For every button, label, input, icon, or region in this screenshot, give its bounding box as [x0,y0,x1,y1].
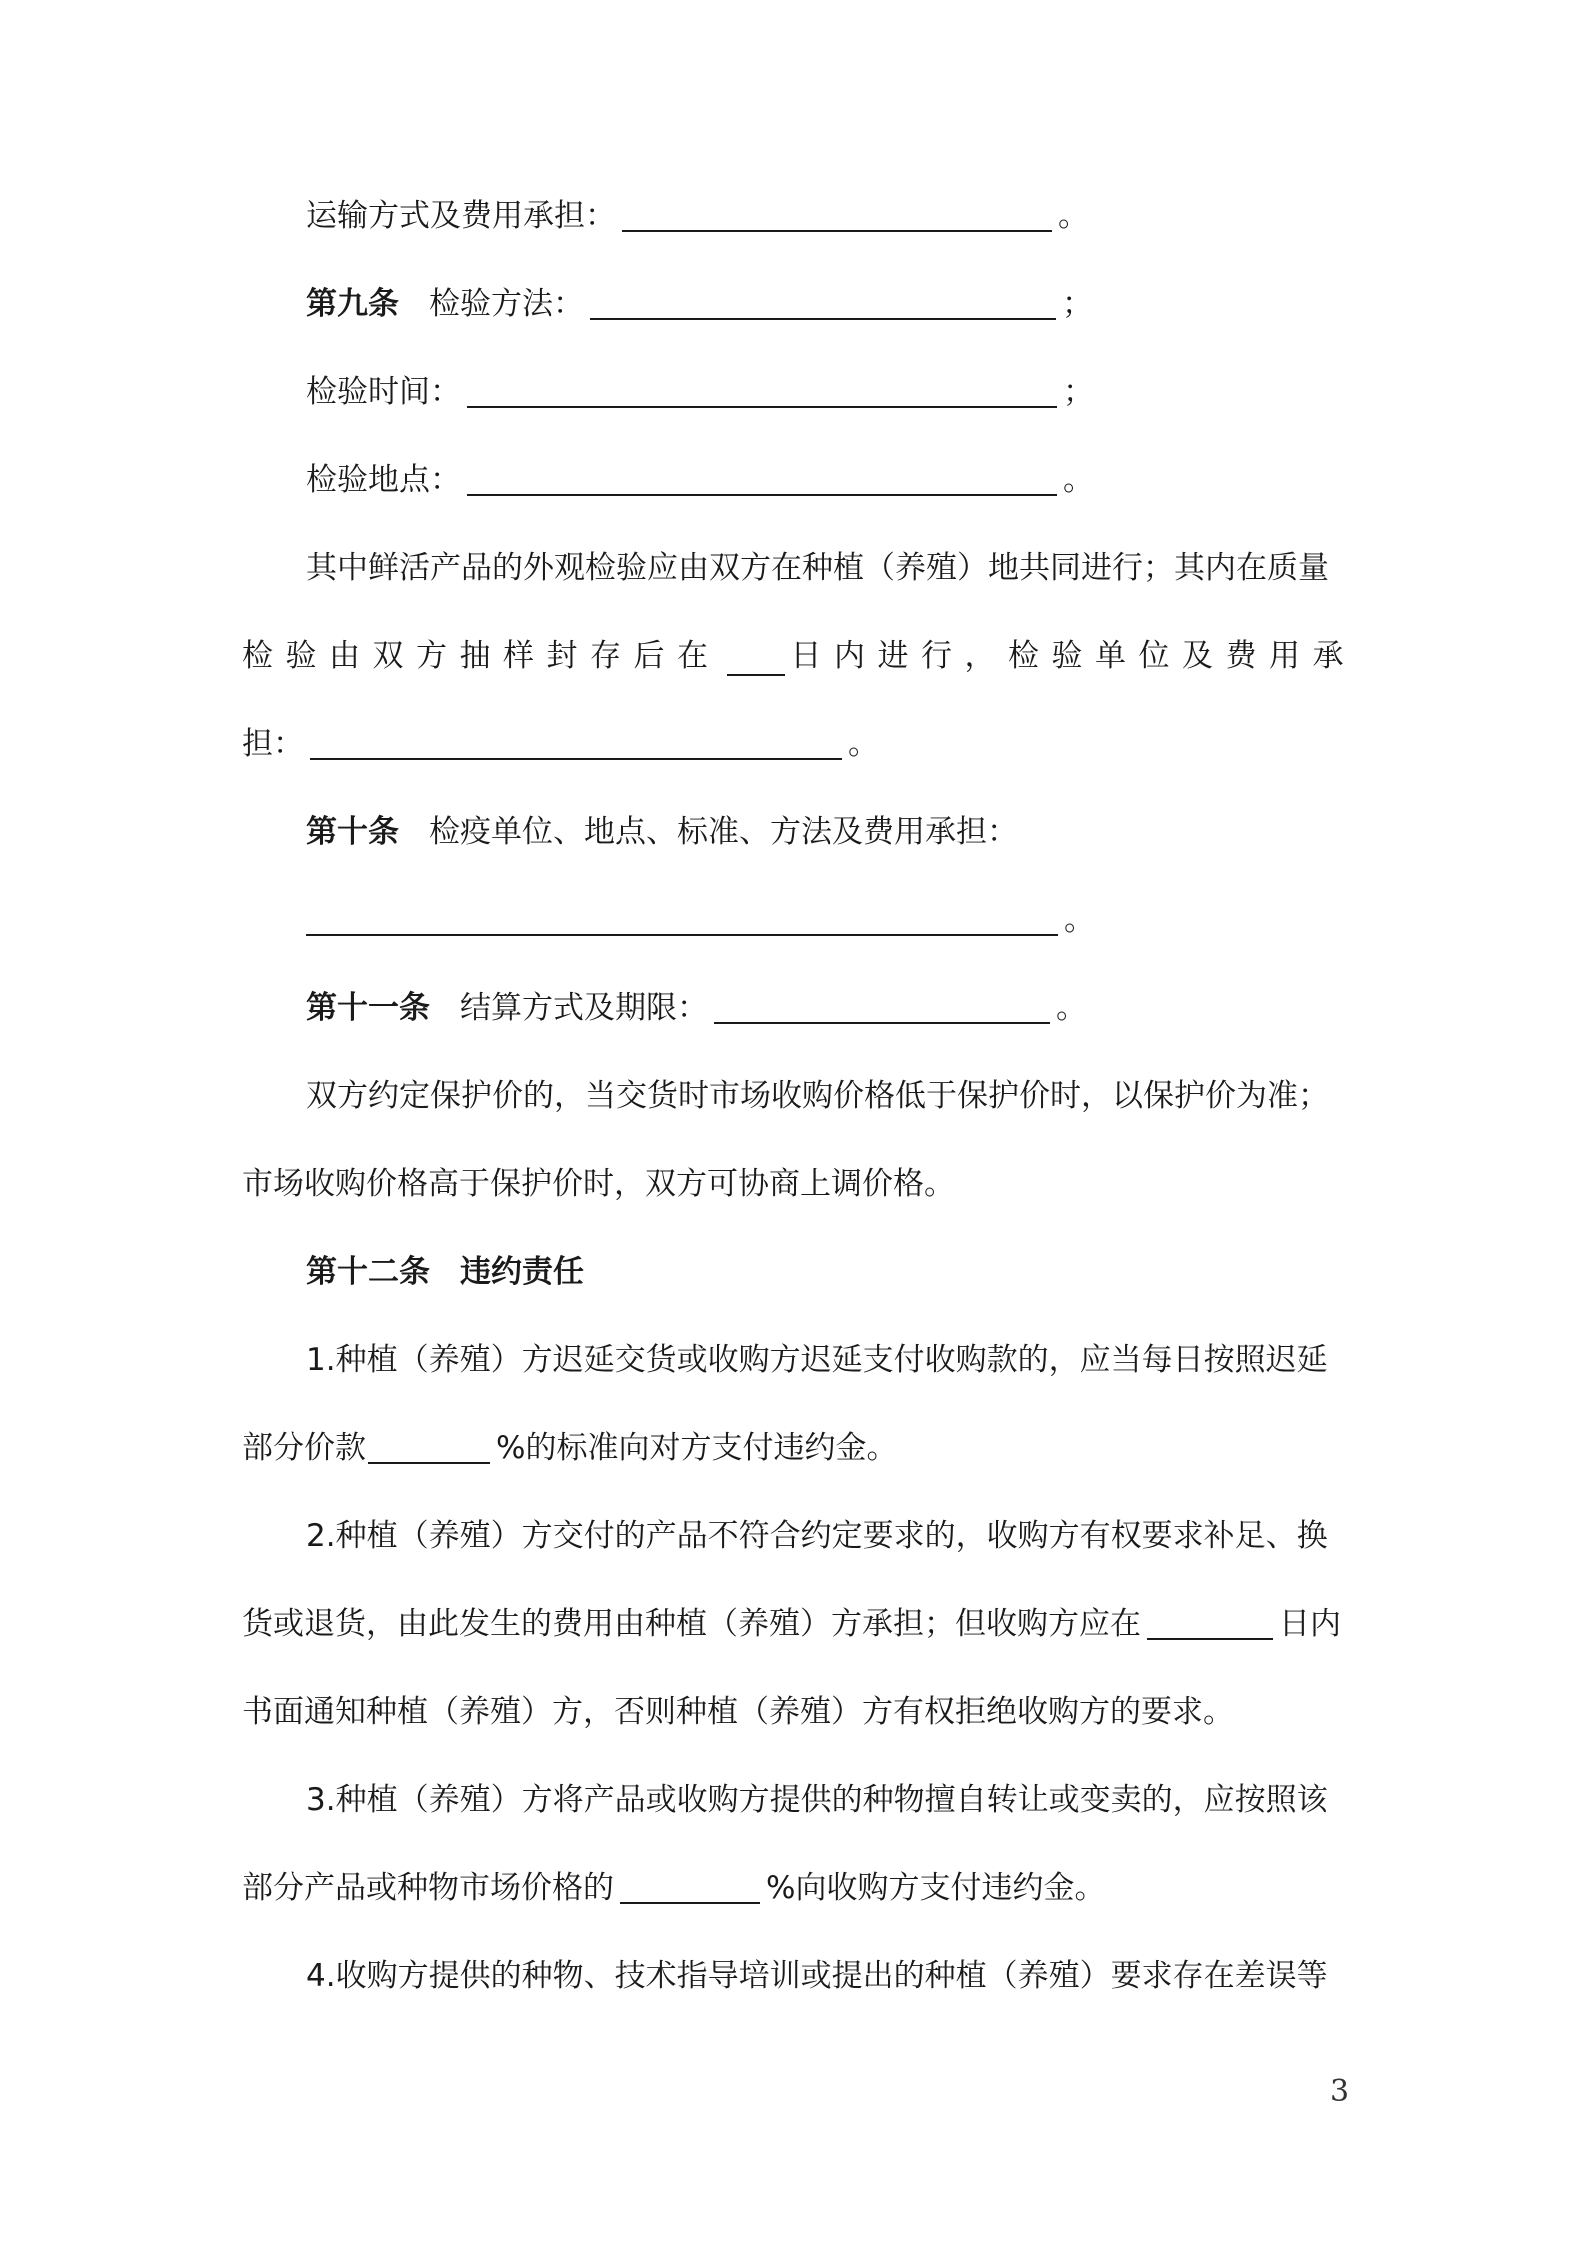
article-11-end: 。 [1056,990,1087,1026]
transport-blank[interactable] [622,196,1052,232]
transport-label: 运输方式及费用承担： [306,198,616,234]
sealed-days-blank[interactable] [727,640,785,676]
item-1-line-1: 1.种植（养殖）方迟延交货或收购方迟延支付收购款的，应当每日按照迟延 [306,1342,1328,1378]
item-3-line-2 [242,1868,1586,1908]
item-1-line2-b: %的标准向对方支付违约金。 [496,1430,898,1466]
protect-price-line-2: 市场收购价格高于保护价时，双方可协商上调价格。 [242,1166,955,1202]
inspection-time-line [306,372,1586,412]
inspection-place-blank[interactable] [467,460,1057,496]
item-2-line2-b: 日内 [1279,1606,1341,1642]
fresh-line3-end: 。 [848,726,879,762]
protect-price-line-1: 双方约定保护价的，当交货时市场收购价格低于保护价时，以保护价为准； [306,1078,1329,1114]
fresh-paragraph-line-3 [242,724,1586,764]
article-10-heading: 第十条 [306,814,399,850]
page-number: 3 [1330,2074,1350,2109]
item-3-line-1: 3.种植（养殖）方将产品或收购方提供的种物擅自转让或变卖的，应按照该 [306,1782,1328,1818]
article-12-heading: 第十二条 [306,1254,430,1290]
item-2-line2-a: 货或退货，由此发生的费用由种植（养殖）方承担；但收购方应在 [242,1606,1141,1642]
settlement-blank[interactable] [714,988,1050,1024]
item-3-line2-a: 部分产品或种物市场价格的 [242,1870,614,1906]
fresh-line2-b: 日内进行，检验单位及费用承 [790,638,1356,674]
item-2-line-1: 2.种植（养殖）方交付的产品不符合约定要求的，收购方有权要求补足、换 [306,1518,1328,1554]
item-3-line2-b: %向收购方支付违约金。 [766,1870,1106,1906]
transport-line [306,196,1586,236]
notice-days-blank[interactable] [1147,1604,1273,1640]
article-9-end: ； [1062,286,1093,322]
item-4-line-1: 4.收购方提供的种物、技术指导培训或提出的种植（养殖）要求存在差误等 [306,1958,1328,1994]
penalty-rate-blank[interactable] [368,1428,490,1464]
article-12-text: 违约责任 [460,1254,584,1290]
article-10-end: 。 [1064,902,1095,938]
article-11-heading: 第十一条 [306,990,430,1026]
inspection-unit-blank[interactable] [310,724,842,760]
article-10-text: 检疫单位、地点、标准、方法及费用承担： [429,814,1018,850]
market-price-rate-blank[interactable] [620,1868,760,1904]
inspection-place-label: 检验地点： [306,462,461,498]
item-1-line2-a: 部分价款 [242,1430,366,1466]
item-2-line-2 [242,1604,1586,1644]
article-11-line [306,988,1586,1028]
fresh-paragraph-line-1: 其中鲜活产品的外观检验应由双方在种植（养殖）地共同进行；其内在质量 [306,550,1329,586]
fresh-line3-a: 担： [242,726,304,762]
quarantine-line [306,900,1586,940]
inspection-place-line [306,460,1586,500]
item-1-line-2 [242,1428,1586,1468]
fresh-line2-a: 检验由双方抽样封存后在 [242,638,721,674]
article-10-line [306,812,1586,852]
article-9-heading: 第九条 [306,286,399,322]
item-2-line-3: 书面通知种植（养殖）方，否则种植（养殖）方有权拒绝收购方的要求。 [242,1694,1234,1730]
article-11-label: 结算方式及期限： [460,990,708,1026]
inspection-time-blank[interactable] [467,372,1057,408]
inspection-time-end: ； [1063,374,1094,410]
fresh-paragraph-line-2 [242,636,1356,676]
transport-end: 。 [1058,198,1089,234]
quarantine-blank[interactable] [306,900,1058,936]
article-9-label: 检验方法： [429,286,584,322]
article-12-line [306,1252,1586,1292]
inspection-time-label: 检验时间： [306,374,461,410]
inspection-method-blank[interactable] [590,284,1056,320]
inspection-place-end: 。 [1063,462,1094,498]
article-9-line [306,284,1586,324]
